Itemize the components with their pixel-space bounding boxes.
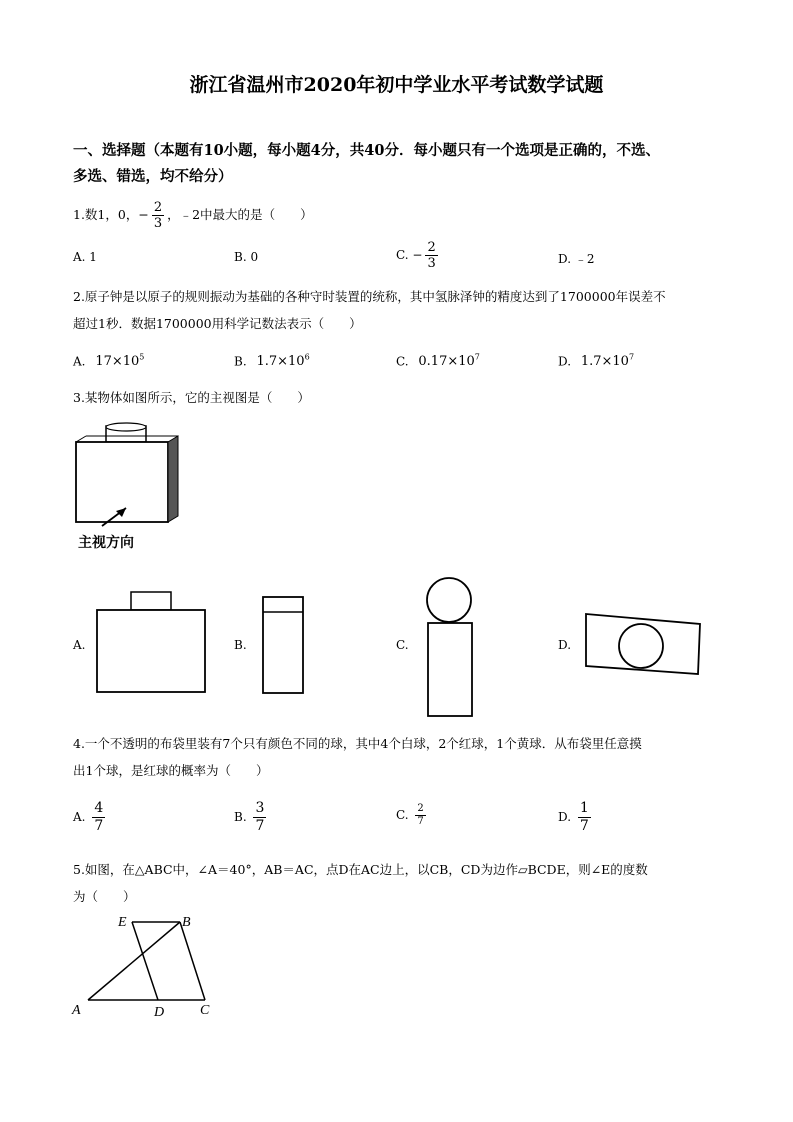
q1-option-a[interactable]: A. 1: [73, 250, 97, 264]
q2-option-c-label: C.: [396, 354, 409, 369]
point-b-label: B: [182, 915, 191, 930]
segment-bc: [180, 922, 205, 1000]
q4-option-b-num: 3: [255, 800, 265, 816]
q2-option-d-exp: 7: [628, 353, 635, 362]
q3-option-d-figure[interactable]: [584, 612, 702, 676]
q2-option-b-label: B.: [234, 354, 247, 369]
q2-option-c[interactable]: [396, 353, 480, 369]
question-2: [73, 283, 723, 337]
point-d-label: D: [154, 1005, 165, 1020]
q5-line1: 5.如图，在△ABC中，∠A＝40°，AB＝AC，点D在AC边上，以CB，CD为边作▱BCDE，则∠E的度数: [73, 862, 648, 877]
page-title: 浙江省温州市2020年初中学业水平考试数学试题: [189, 74, 604, 96]
q2-option-d-base: 1.7×10: [580, 354, 629, 370]
point-a-label: A: [72, 1003, 81, 1018]
q3-option-b-label[interactable]: B.: [234, 638, 247, 652]
q2-option-b-base: 1.7×10: [256, 354, 305, 370]
q2-option-d-label: D.: [558, 354, 572, 369]
q3-option-a-figure[interactable]: [95, 590, 205, 695]
q1-fraction: [152, 200, 164, 231]
q2-option-d[interactable]: [558, 353, 634, 369]
q4-line1: 4.一个不透明的布袋里装有7个只有颜色不同的球，其中4个白球，2个红球，1个黄球．从布袋里任意摸: [73, 736, 642, 751]
q4-option-d-num: 1: [579, 800, 589, 816]
q3-option-a-label[interactable]: A.: [73, 638, 86, 652]
q2-option-c-exp: 7: [474, 353, 480, 362]
q4-option-c-den: 7: [417, 816, 424, 827]
q3-figure-caption: 主视方向: [78, 535, 134, 551]
q5-line2: 为（ ）: [73, 889, 136, 904]
q1-stem-a: 1.数1，0，: [73, 207, 139, 222]
q2-line2: 超过1秒．数据1700000用科学记数法表示（ ）: [73, 316, 362, 331]
point-c-label: C: [200, 1003, 210, 1018]
q4-option-b-label: B.: [234, 810, 247, 824]
q1-option-b[interactable]: B. 0: [234, 250, 259, 264]
question-5: [73, 856, 723, 910]
q4-option-b[interactable]: [234, 800, 269, 835]
q1-option-c[interactable]: [396, 240, 441, 271]
q2-option-c-base: 0.17×10: [418, 354, 475, 370]
segment-ed: [132, 922, 158, 1000]
q3-option-b-figure[interactable]: [262, 596, 304, 696]
q1-option-c-den: 3: [427, 256, 436, 271]
q2-option-a[interactable]: [73, 353, 144, 369]
q1-frac-num: 2: [153, 200, 163, 215]
q4-option-a-den: 7: [94, 818, 104, 834]
question-1: [73, 200, 723, 231]
point-e-label: E: [118, 915, 127, 930]
section-header: [73, 138, 733, 190]
q2-option-b-exp: 6: [304, 353, 310, 362]
q2-line1: 2.原子钟是以原子的规则振动为基础的各种守时装置的统称，其中氢脉泽钟的精度达到了1700000年误差不: [73, 289, 666, 304]
section-header-line1: 一、选择题（本题有10小题，每小题4分，共40分．每小题只有一个选项是正确的，不选、: [73, 142, 660, 159]
q2-option-a-label: A.: [73, 354, 86, 369]
q4-option-a-num: 4: [94, 800, 104, 816]
object-cylinder-top: [106, 423, 146, 431]
q5-geometry-figure: [70, 910, 230, 1020]
q2-option-a-exp: 5: [139, 353, 145, 362]
question-4: [73, 730, 723, 784]
q4-option-a-label: A.: [73, 810, 86, 824]
q3-option-c-figure[interactable]: [424, 576, 476, 718]
q4-line2: 出1个球，是红球的概率为（ ）: [73, 763, 269, 778]
q4-option-d-den: 7: [579, 818, 589, 834]
q2-option-b[interactable]: [234, 353, 310, 369]
q4-option-c-num: 2: [417, 803, 424, 814]
q1-stem-b: ，﹣2中最大的是（ ）: [167, 207, 313, 222]
q1-option-d[interactable]: D. ﹣2: [558, 252, 595, 266]
question-3: 3.某物体如图所示，它的主视图是（ ）: [73, 390, 310, 405]
q4-option-a[interactable]: [73, 800, 108, 835]
section-header-line2: 多选、错选，均不给分）: [73, 168, 233, 185]
object-box-side: [168, 436, 178, 522]
q4-option-d[interactable]: [558, 800, 594, 835]
q2-option-a-base: 17×10: [95, 354, 140, 370]
q4-option-b-den: 7: [255, 818, 265, 834]
q4-option-c[interactable]: [396, 803, 429, 828]
q1-minus: −: [138, 207, 149, 222]
q4-option-d-label: D.: [558, 810, 572, 824]
q1-frac-den: 3: [153, 216, 163, 231]
q1-option-c-num: 2: [427, 240, 436, 255]
segment-ab: [88, 922, 180, 1000]
q4-option-c-label: C.: [396, 808, 409, 822]
q3-option-d-label[interactable]: D.: [558, 638, 572, 652]
q3-option-c-label[interactable]: C.: [396, 638, 409, 652]
q1-option-c-minus: −: [412, 248, 423, 262]
q1-option-c-fraction: [425, 240, 437, 271]
q1-option-c-label: C.: [396, 248, 409, 262]
